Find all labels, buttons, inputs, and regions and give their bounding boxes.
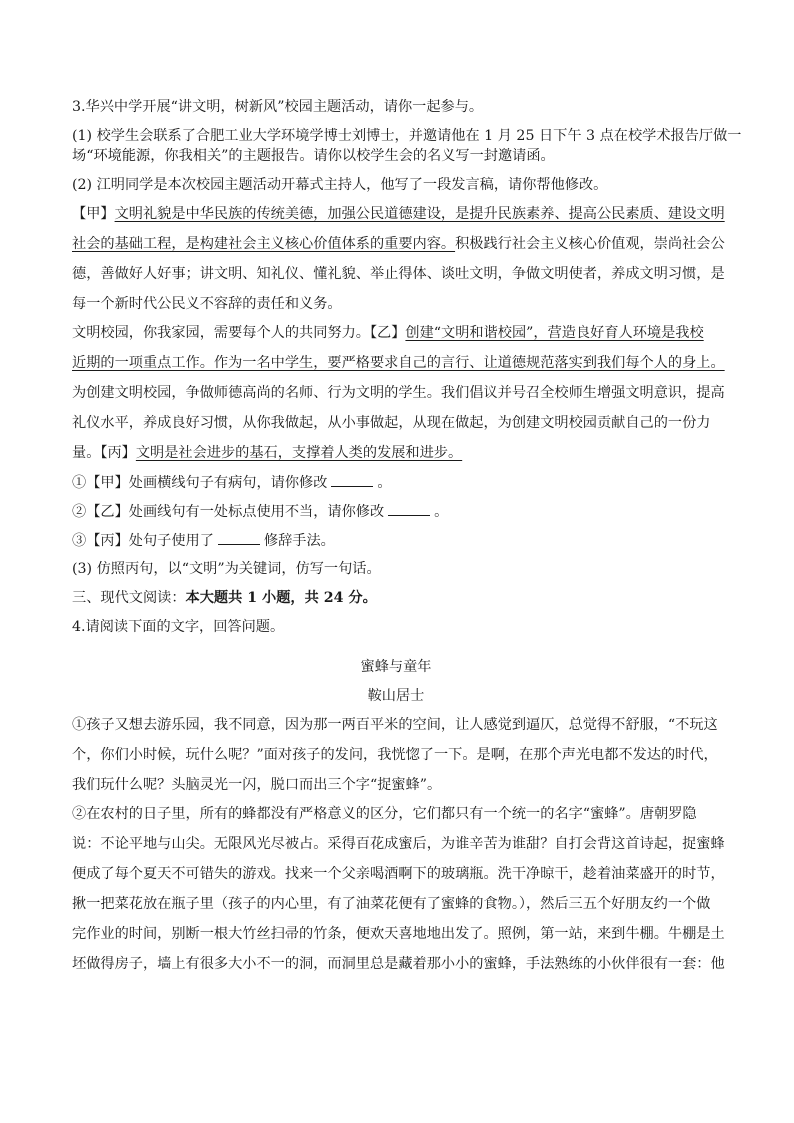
subq-1-end: 。 [377, 475, 392, 491]
bing-line [72, 443, 720, 463]
subq-3-text: ③【丙】处句子使用了 [72, 533, 214, 549]
yi-line1 [72, 323, 720, 343]
para1-line3: 我们玩什么呢？头脑灵光一闪，脱口而出三个字“捉蜜蜂”。 [72, 777, 442, 793]
bing-tag: 【丙】 [100, 445, 136, 461]
q4-intro: 4.请阅读下面的文字，回答问题。 [72, 619, 285, 635]
answer-blank-3[interactable] [218, 530, 260, 545]
yi-underlined-2: 近期的一项重点工作。作为一名中学生，要严格要求自己的言行、让道德规范落实到我们每个人的身上。 [72, 355, 725, 371]
section-3-heading [72, 588, 720, 608]
para2-line3: 便成了每个夏天不可错失的游戏。找来一个父亲喝酒啊下的玻璃瓶。洗干净晾干，趁着油菜盛开的时节， [72, 866, 725, 882]
para2-line6: 坯做得房子，墙上有很多大小不一的洞，而洞里总是藏着那小小的蜜蜂，手法熟练的小伙伴很有一套：他 [72, 956, 725, 972]
subq-1 [72, 472, 720, 492]
article-title: 蜜蜂与童年 [360, 659, 432, 675]
para2-line2: 说：不论平地与山尖。无限风光尽被占。采得百花成蜜后，为谁辛苦为谁甜？自打会背这首诗起，捉蜜蜂 [72, 836, 725, 852]
q3-part2: (2) 江明同学是本次校园主题活动开幕式主持人，他写了一段发言稿，请你帮他修改。 [72, 177, 608, 193]
subq-1-text: ①【甲】处画横线句子有病句，请你修改 [72, 475, 328, 491]
bing-pre: 量。 [72, 445, 101, 461]
para1-line1: ①孩子又想去游乐园，我不同意，因为那一两百平米的空间，让人感觉到逼仄，总觉得不舒服，“不玩这 [72, 717, 718, 733]
subq-2 [72, 501, 720, 521]
yi-pre: 文明校园，你我家园，需要每个人的共同努力。 [72, 325, 370, 341]
yi-line2 [72, 353, 725, 373]
jia-underlined-1: 文明礼貌是中华民族的传统美德，加强公民道德建设，是提升民族素养、提高公民素质、建设文明 [114, 206, 725, 222]
q3-part3: (3) 仿照丙句，以“文明”为关键词，仿写一句话。 [72, 561, 381, 577]
para2-line4: 揪一把菜花放在瓶子里（孩子的内心里，有了油菜花便有了蜜蜂的食物。），然后三五个好朋友约一个做 [72, 896, 711, 912]
para2-line1: ②在农村的日子里，所有的蜂都没有严格意义的区分，它们都只有一个统一的名字“蜜蜂”。唐朝罗隐 [72, 806, 697, 822]
jia-rest-2: 积极践行社会主义核心价值观，崇尚社会公 [455, 236, 725, 252]
yi-underlined-1: 创建“文明和谐校园”，营造良好育人环境是我校 [405, 325, 704, 341]
q3-title: 3.华兴中学开展“讲文明，树新风”校园主题活动，请你一起参与。 [72, 99, 484, 115]
jia-line2 [72, 234, 725, 254]
section-3-label: 三、现代文阅读： [72, 590, 186, 606]
q3-part1-line2: 场“环境能源，你我相关”的主题报告。请你以校学生会的名义写一封邀请函。 [72, 148, 555, 164]
jia-line1 [72, 204, 725, 224]
jia-line4: 每一个新时代公民义不容辞的责任和义务。 [72, 296, 342, 312]
jia-line3: 德，善做好人好事；讲文明、知礼仪、懂礼貌、举止得体、谈吐文明，争做文明使者，养成文明习惯，是 [72, 266, 725, 282]
para1-line2: 个，你们小时候，玩什么呢？”面对孩子的发问，我恍惚了一下。是啊，在那个声光电都不发达的时代， [72, 747, 718, 763]
answer-blank-1[interactable] [331, 472, 373, 487]
subq-3-end: 修辞手法。 [263, 533, 335, 549]
section-3-score: 本大题共 1 小题，共 24 分。 [185, 590, 377, 606]
document-page [72, 97, 742, 984]
article-author: 鞍山居士 [367, 688, 425, 704]
subq-2-end: 。 [434, 504, 449, 520]
q3-part1-line1: (1) 校学生会联系了合肥工业大学环境学博士刘博士，并邀请他在 1 月 25 日下午 3 点在校学术报告厅做一 [72, 128, 742, 144]
para2-line5: 完作业的时间，别断一根大竹丝扫帚的竹条，便欢天喜地地出发了。照例，第一站，来到牛棚。牛棚是土 [72, 926, 725, 942]
mid-line2: 礼仪水平，养成良好习惯，从你我做起，从小事做起，从现在做起，为创建文明校园贡献自己的一份力 [72, 415, 711, 431]
bing-underlined: 文明是社会进步的基石，支撑着人类的发展和进步。 [135, 445, 463, 461]
mid-line1: 为创建文明校园，争做师德高尚的名师、行为文明的学生。我们倡议并号召全校师生增强文明意识，提高 [72, 385, 725, 401]
jia-underlined-2: 社会的基础工程，是构建社会主义核心价值体系的重要内容。 [72, 236, 456, 252]
jia-tag: 【甲】 [72, 206, 115, 222]
subq-2-text: ②【乙】处画线句有一处标点使用不当，请你修改 [72, 504, 385, 520]
subq-3 [72, 530, 720, 550]
answer-blank-2[interactable] [388, 501, 430, 516]
yi-tag: 【乙】 [369, 325, 406, 341]
